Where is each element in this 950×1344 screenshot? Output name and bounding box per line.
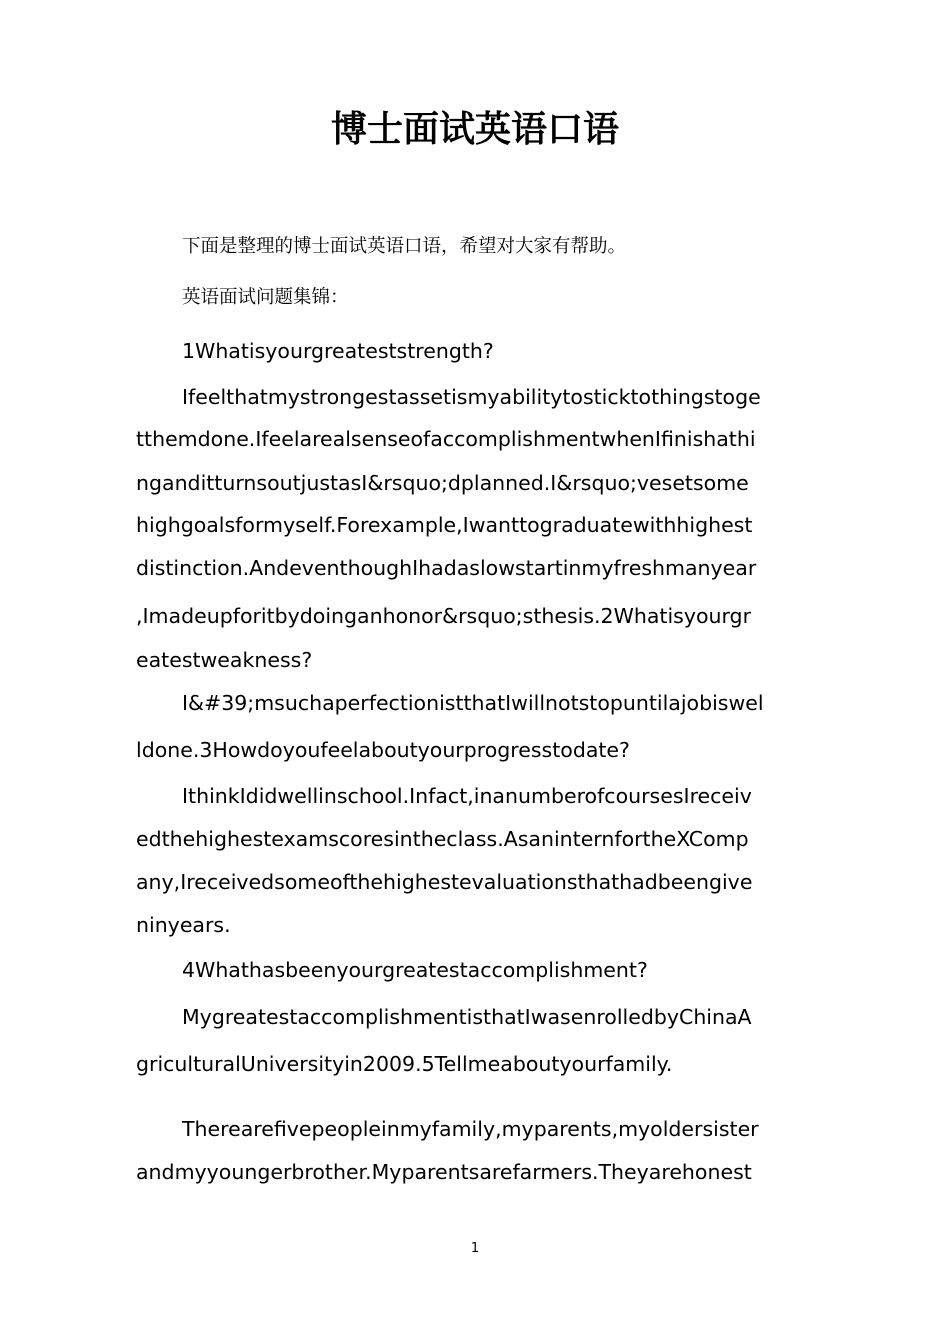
answer-line: eatestweakness? xyxy=(136,648,313,672)
intro-line: 下面是整理的博士面试英语口语，希望对大家有帮助。 xyxy=(182,236,627,257)
answer-line: ldone.3Howdoyoufeelaboutyourprogresstodate? xyxy=(136,738,630,762)
answer-line: griculturalUniversityin2009.5Tellmeaboutyourfamily. xyxy=(136,1052,673,1076)
answer-line: edthehighestexamscoresintheclass.AsaninternfortheXComp xyxy=(136,827,749,851)
answer-line: andmyyoungerbrother.Myparentsarefarmers.Theyarehonest xyxy=(136,1160,752,1184)
answer-line: IthinkIdidwellinschool.Infact,inanumberofcoursesIreceiv xyxy=(182,784,752,808)
page-title: 博士面试英语口语 xyxy=(330,109,619,150)
answer-line: I&#39;msuchaperfectionistthatIwillnotstopuntilajobiswel xyxy=(182,691,764,715)
answer-line: distinction.AndeventhoughIhadaslowstartinmyfreshmanyear xyxy=(136,556,757,580)
answer-line: Ifeelthatmystrongestassetismyabilitytosticktothingstoge xyxy=(182,385,761,409)
answer-line: ninyears. xyxy=(136,913,231,937)
question-1: 1Whatisyourgreateststrength? xyxy=(182,339,494,363)
answer-line: highgoalsformyself.Forexample,Iwanttograduatewithhighest xyxy=(136,513,753,537)
answer-line: MygreatestaccomplishmentisthatIwasenrolledbyChinaA xyxy=(182,1005,752,1029)
section-heading: 英语面试问题集锦： xyxy=(182,287,349,308)
answer-line: any,Ireceivedsomeofthehighestevaluationsthathadbeengive xyxy=(136,870,753,894)
answer-line: Therearefivepeopleinmyfamily,myparents,myoldersister xyxy=(182,1117,759,1141)
question-4: 4Whathasbeenyourgreatestaccomplishment? xyxy=(182,958,648,982)
answer-line: ,Imadeupforitbydoinganhonor&rsquo;sthesis.2Whatisyourgr xyxy=(136,604,751,628)
page-number: 1 xyxy=(470,1241,480,1256)
answer-line: nganditturnsoutjustasI&rsquo;dplanned.I&rsquo;vesetsome xyxy=(136,471,749,495)
answer-line: tthemdone.IfeelarealsenseofaccomplishmentwhenIfinishathi xyxy=(136,427,756,451)
